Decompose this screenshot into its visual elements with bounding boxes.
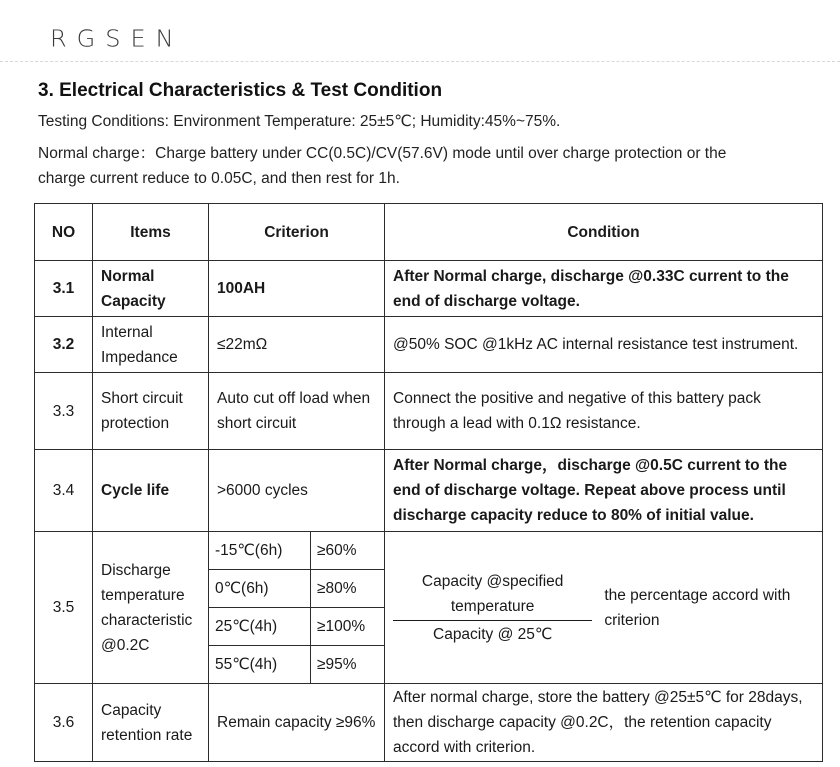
sub-temp: 25℃(4h) [209, 608, 311, 646]
sub-value: ≥60% [311, 532, 385, 570]
row-criterion: 100AH [209, 261, 385, 317]
row-item: Normal Capacity [93, 261, 209, 317]
row-criterion: Auto cut off load when short circuit [209, 373, 385, 450]
brand-logo: RGSEN [50, 25, 184, 53]
testing-conditions-text: Testing Conditions: Environment Temperature: 25±5℃; Humidity:45%~75%. [38, 113, 561, 130]
condition-formula [393, 569, 814, 647]
row-condition: After normal charge, store the battery @25±5℃ for 28days, then discharge capacity @0.2C，the retention capacity accord with criterion. [385, 684, 823, 762]
row-item: Capacity retention rate [93, 684, 209, 762]
table-row [35, 684, 823, 762]
table-row [35, 450, 823, 532]
row-condition: Connect the positive and negative of this battery pack through a lead with 0.1Ω resistance. [385, 373, 823, 450]
normal-charge-text-line1: Normal charge：Charge battery under CC(0.5C)/CV(57.6V) mode until over charge protection or the [38, 145, 727, 162]
electrical-characteristics-table [34, 203, 823, 762]
condition-side-text: the percentage accord with criterion [604, 586, 791, 629]
table-row [35, 261, 823, 317]
header-condition: Condition [385, 204, 823, 261]
header-no: NO [35, 204, 93, 261]
row-no: 3.2 [35, 317, 93, 373]
row-item: Internal Impedance [93, 317, 209, 373]
row-item: Discharge temperature characteristic @0.2C [93, 532, 209, 684]
row-criterion: ≤22mΩ [209, 317, 385, 373]
row-no: 3.4 [35, 450, 93, 532]
sub-temp: 0℃(6h) [209, 570, 311, 608]
row-item: Short circuit protection [93, 373, 209, 450]
section-title: 3. Electrical Characteristics & Test Condition [38, 80, 443, 101]
header-criterion: Criterion [209, 204, 385, 261]
row-no: 3.3 [35, 373, 93, 450]
header-items: Items [93, 204, 209, 261]
sub-temp: -15℃(6h) [209, 532, 311, 570]
sub-value: ≥95% [311, 646, 385, 684]
sub-value: ≥80% [311, 570, 385, 608]
table-row [35, 532, 823, 570]
table-row [35, 373, 823, 450]
row-criterion: Remain capacity ≥96% [209, 684, 385, 762]
row-condition: After Normal charge, discharge @0.33C current to the end of discharge voltage. [385, 261, 823, 317]
row-no: 3.1 [35, 261, 93, 317]
table-header-row [35, 204, 823, 261]
row-condition [385, 532, 823, 684]
row-condition: After Normal charge，discharge @0.5C current to the end of discharge voltage. Repeat above process until discharge capacity reduce to 80% of initial value. [385, 450, 823, 532]
row-item: Cycle life [93, 450, 209, 532]
capacity-fraction [393, 569, 592, 647]
row-criterion: >6000 cycles [209, 450, 385, 532]
fraction-denominator: Capacity @ 25℃ [433, 625, 553, 643]
normal-charge-text-line2: charge current reduce to 0.05C, and then rest for 1h. [38, 170, 400, 187]
fraction-numerator: Capacity @specified temperature [393, 569, 592, 621]
row-condition: @50% SOC @1kHz AC internal resistance test instrument. [385, 317, 823, 373]
table-row [35, 317, 823, 373]
sub-temp: 55℃(4h) [209, 646, 311, 684]
row-no: 3.6 [35, 684, 93, 762]
row-no: 3.5 [35, 532, 93, 684]
sub-value: ≥100% [311, 608, 385, 646]
header-divider [0, 61, 840, 62]
